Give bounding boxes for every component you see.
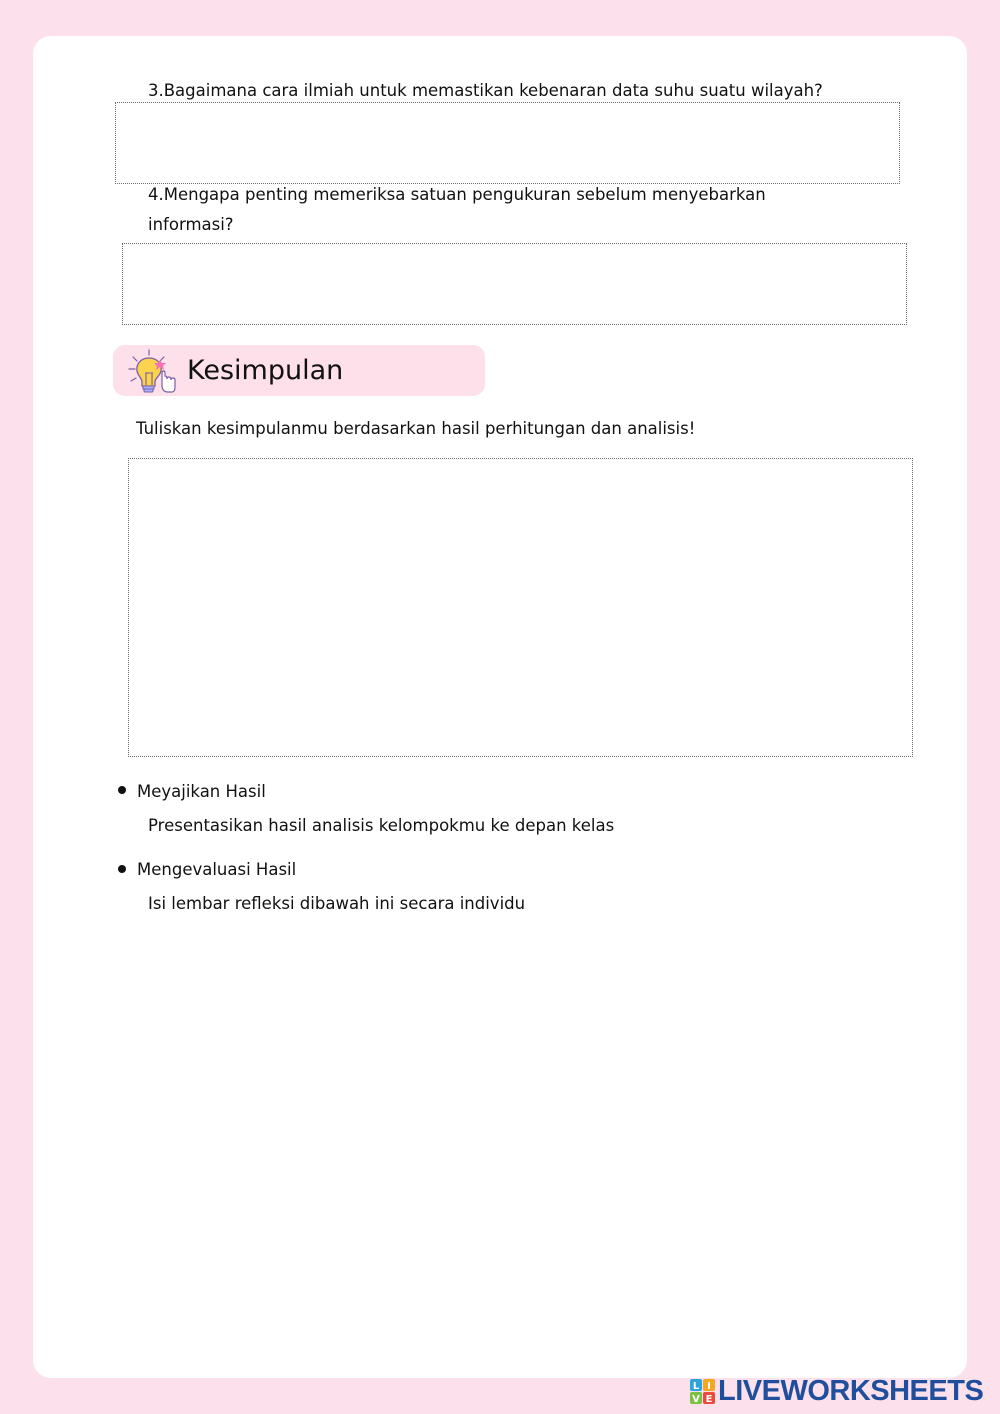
step-title-present: Meyajikan Hasil bbox=[137, 782, 266, 801]
answer-box-3[interactable] bbox=[115, 102, 900, 184]
question-4-text-line1: 4.Mengapa penting memeriksa satuan pengukuran sebelum menyebarkan bbox=[148, 185, 766, 204]
answer-input-3[interactable] bbox=[116, 103, 899, 183]
conclusion-answer-box[interactable] bbox=[128, 458, 913, 757]
logo-letter-e: E bbox=[705, 1394, 713, 1405]
answer-input-4[interactable] bbox=[123, 244, 906, 324]
conclusion-instruction: Tuliskan kesimpulanmu berdasarkan hasil perhitungan dan analisis! bbox=[136, 419, 696, 438]
question-4-text-line2: informasi? bbox=[148, 215, 234, 234]
liveworksheets-logo-icon bbox=[690, 1379, 716, 1405]
step-description-present: Presentasikan hasil analisis kelompokmu ke depan kelas bbox=[148, 816, 615, 835]
conclusion-heading bbox=[113, 345, 485, 396]
conclusion-answer-input[interactable] bbox=[129, 459, 912, 756]
lightbulb-pointer-icon bbox=[125, 349, 177, 395]
bullet-dot-icon bbox=[118, 786, 126, 794]
logo-letter-i: I bbox=[707, 1381, 711, 1392]
bullet-dot-icon bbox=[118, 865, 126, 873]
question-3-text: 3.Bagaimana cara ilmiah untuk memastikan kebenaran data suhu suatu wilayah? bbox=[148, 81, 823, 100]
answer-box-4[interactable] bbox=[122, 243, 907, 325]
step-title-evaluate: Mengevaluasi Hasil bbox=[137, 860, 297, 879]
conclusion-title: Kesimpulan bbox=[187, 355, 344, 386]
logo-letter-v: V bbox=[692, 1394, 700, 1405]
step-description-evaluate: Isi lembar refleksi dibawah ini secara individu bbox=[148, 894, 526, 913]
logo-letter-l: L bbox=[692, 1381, 700, 1392]
brand-wordmark: LIVEWORKSHEETS bbox=[718, 1375, 984, 1407]
